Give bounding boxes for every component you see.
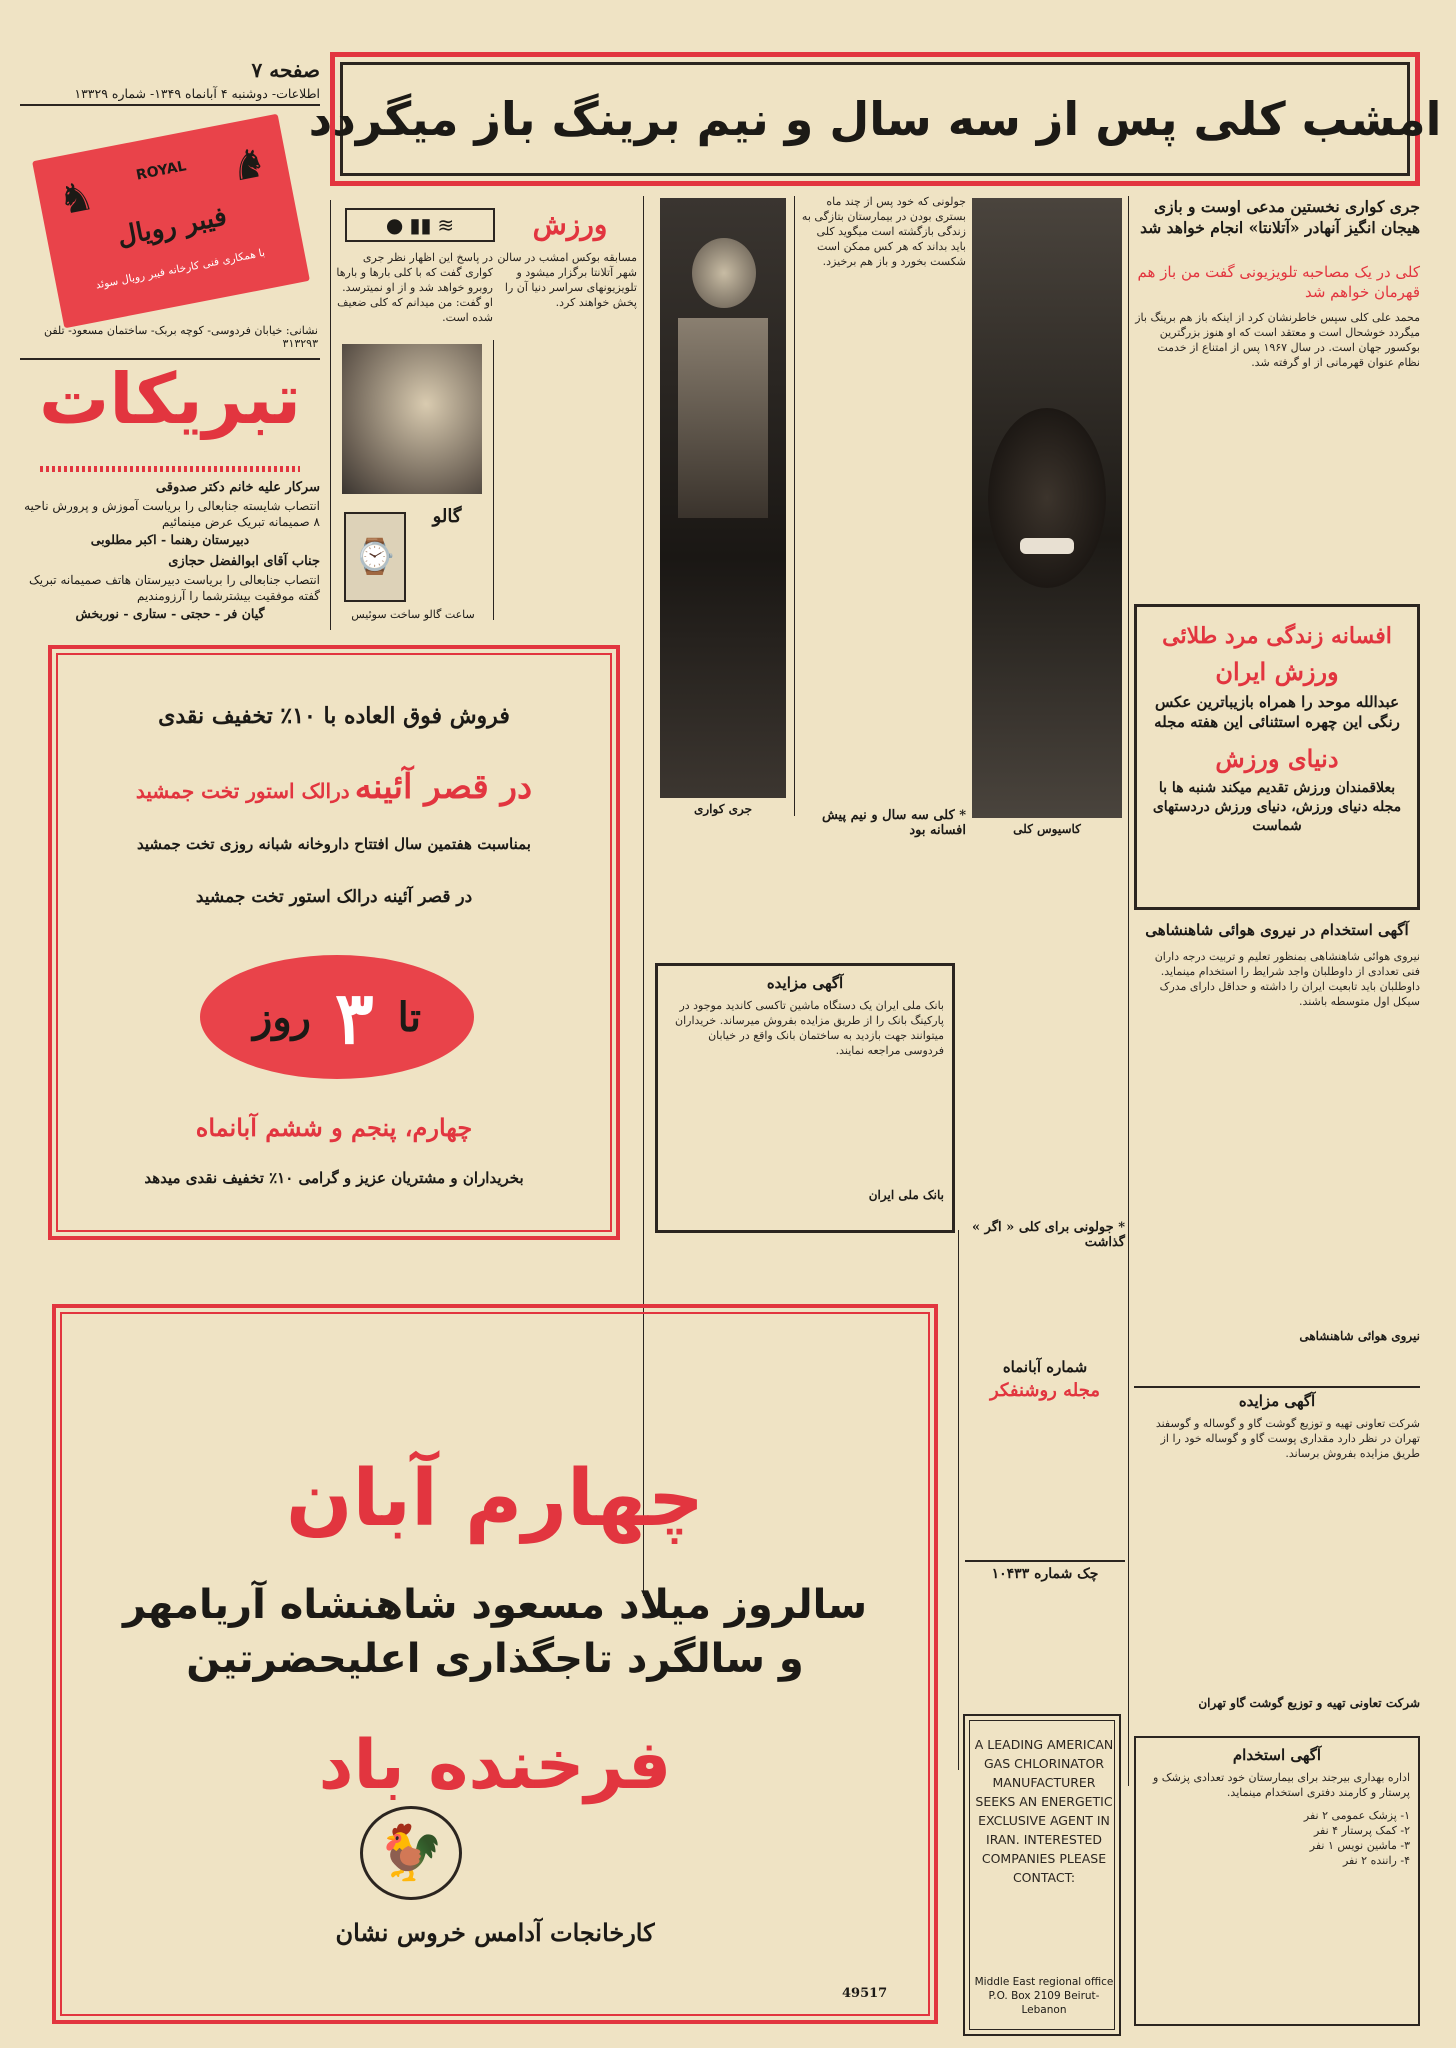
auction-2-title: آگهی مزایده: [1238, 1392, 1316, 1410]
auction-2-sign: شرکت تعاونی تهیه و توزیع گوشت گاو تهران: [1198, 1696, 1420, 1710]
rooster-logo-icon: 🐓: [360, 1806, 462, 1900]
sports-column-2: مسابقه بوکس امشب در سالن شهر آتلانتا برگزار میشود و تلویزیونهای سراسر دنیا آن را پخش خواهند کرد.: [497, 251, 637, 309]
promo-title: افسانه زندگی مرد طلائی: [1162, 623, 1392, 649]
tabrikat-title: تبریکات: [38, 358, 302, 440]
hiring-2-title: آگهی استخدام: [1232, 1746, 1322, 1764]
three-days-badge: [200, 955, 474, 1079]
air-hiring-title: آگهی استخدام در نیروی هوائی شاهنشاهی: [1145, 921, 1409, 939]
headline-box: [308, 52, 1442, 186]
swim-icon: ≋: [437, 213, 455, 237]
sports-column-1: در پاسخ این اظهار نظر جری کواری گفت که با کلی بارها و بارها روبرو خواهد شد و از او نمیترسد. او گفت: من میدانم که کلی ضعیف شده است.: [336, 251, 493, 324]
birthday-ad: [52, 1304, 938, 2024]
magazine-notice-issue: شماره آبانماه: [1002, 1358, 1088, 1376]
list-item: ۱- پزشک عمومی ۲ نفر: [1303, 1809, 1410, 1822]
bullet-1: * کلی سه سال و نیم پیش افسانه بود: [821, 808, 966, 838]
sports-logo: [345, 208, 495, 242]
page-label: صفحه ۷: [251, 58, 320, 82]
promo-body: عبدالله موحد را همراه بازیباترین عکس رنگی این چهره استثنائی این هفته مجله: [1154, 693, 1400, 731]
boxer-body: [678, 318, 768, 518]
auction-1-title: آگهی مزایده: [766, 974, 844, 992]
birthday-company: کارخانجات آدامس خروس نشان: [335, 1918, 655, 1947]
birthday-wish: فرخنده باد: [318, 1726, 672, 1805]
royal-card: [32, 114, 310, 329]
congrats-2-heading: جناب آقای ابوالفضل حجازی: [168, 554, 320, 569]
watch-name: گالو: [432, 506, 462, 527]
air-hiring-sign: نیروی هوائی شاهنشاهی: [1299, 1329, 1420, 1343]
model-photo: [342, 344, 482, 494]
auction-1-body: بانک ملی ایران یک دستگاه ماشین تاکسی کاندید موجود در پارکینگ بانک را از طریق مزایده بفروش میرساند. خریداران میتوانند جهت بازدید به ساختمان بانک واقع در خیابان فردوسی مراجعه نمایند.: [675, 999, 944, 1057]
hiring-2-body: اداره بهداری بیرجند برای بیمارستان خود تعدادی پزشک و پرستار و کارمند دفتری استخدام مینماید.: [1152, 1771, 1410, 1799]
royal-address: نشانی: خیابان فردوسی- کوچه بربک- ساختمان مسعود- تلفن ۳۱۳۲۹۳: [43, 324, 318, 350]
sale-store-tail: درالک استور تخت جمشید: [135, 779, 350, 803]
chlorinator-address: Middle East regional office P.O. Box 2109 Beirut-Lebanon: [974, 1976, 1114, 2016]
sale-num: ۳: [334, 974, 374, 1060]
sale-days: روز: [253, 993, 311, 1041]
auction-2-body: شرکت تعاونی تهیه و توزیع گوشت گاو و گوساله و گوسفند تهران در نظر دارد مقداری پوست گاو و گوساله خود را از طریق مزایده بفروش برساند.: [1155, 1417, 1420, 1460]
track-icon: ▮▮: [409, 213, 432, 237]
auction-1-sign: بانک ملی ایران: [868, 1188, 944, 1202]
headline: امشب کلی پس از سه سال و نیم برینگ باز میگردد: [308, 92, 1442, 146]
promo-magazine-body: بعلاقمندان ورزش تقدیم میکند شنبه ها با مجله دنیای ورزش، دنیای ورزش دردستهای شماست: [1152, 780, 1402, 834]
birthday-code: 49517: [842, 1986, 888, 2001]
bullet-2: * جولونی برای کلی « اگر » گذاشت: [972, 1220, 1125, 1250]
subhead-2: کلی در یک مصاحبه تلویزیونی گفت من باز هم قهرمان خواهم شد: [1137, 263, 1420, 301]
sale-place: در قصر آئینه درالک استور تخت جمشید: [195, 887, 473, 907]
sale-ad: [48, 645, 620, 1240]
issue-line: اطلاعات- دوشنبه ۴ آبانماه ۱۳۴۹- شماره ۱۳۳۲۹: [74, 86, 320, 101]
air-force-hiring: [1134, 920, 1420, 1386]
promo-magazine: دنیای ورزش: [1215, 744, 1339, 773]
list-item: ۴- راننده ۲ نفر: [1342, 1854, 1410, 1867]
sale-until: تا: [397, 993, 421, 1041]
ali-photo: [972, 198, 1122, 818]
sports-column-3: جولونی که خود پس از چند ماه بستری بودن در بیمارستان بتازگی به زندگی بازگشته است میگوید کلی باید بداند که هر کس ممکن است شکست بخورد و باز هم برخیزد.: [801, 195, 966, 268]
royal-caption: با همکاری فنی کارخانه فیبر رویال سوئد: [94, 246, 267, 292]
watch-icon: ⌚: [344, 512, 406, 602]
ali-face: [988, 408, 1106, 588]
chlorinator-ad: [963, 1714, 1121, 2036]
sale-store: در قصر آئینه: [354, 767, 533, 807]
sale-title: فروش فوق العاده با ۱۰٪ تخفیف نقدی: [158, 703, 510, 729]
sale-footer: بخریداران و مشتریان عزیز و گرامی ۱۰٪ تخفیف نقدی میدهد: [144, 1169, 524, 1187]
ali-smile: [1020, 538, 1074, 554]
ball-icon: ●: [385, 213, 404, 237]
sale-occasion: بمناسبت هفتمین سال افتتاح داروخانه شبانه روزی تخت جمشید: [137, 835, 531, 853]
lion-right-icon: ♞: [226, 139, 271, 192]
sports-column-4: محمد علی کلی سپس خاطرنشان کرد از اینکه باز هم برینگ باز میگردد خوشحال است و معتقد است که او هنوز بزرگترین بوکسور جهان است. در سال ۱۹۶۷ پس از امتناع از خدمت نظام عنوان قهرمانی از او گرفته شد.: [1135, 311, 1420, 369]
congratulations-section: [20, 358, 320, 624]
subhead-1: جری کواری نخستین مدعی اوست و بازی هیجان انگیز آنهادر «آتلانتا» انجام خواهد شد: [1140, 197, 1420, 237]
quarry-photo: [660, 198, 786, 798]
galo-watch-ad: [338, 340, 488, 630]
auction-notice-1: [655, 963, 955, 1233]
birthday-date: چهارم آبان: [285, 1454, 705, 1544]
cheque-title: چک شماره ۱۰۴۳۳: [965, 1560, 1125, 1582]
list-item: ۳- ماشین نویس ۱ نفر: [1309, 1839, 1410, 1852]
royal-title: فیبر رویال: [114, 201, 230, 253]
hiring-notice-2: [1134, 1736, 1420, 2026]
boxer-face: [692, 238, 756, 308]
congrats-1-body: انتصاب شایسته جنابعالی را بریاست آموزش و پرورش ناحیه ۸ صمیمانه تبریک عرض مینمائیم: [24, 499, 320, 529]
congrats-2-body: انتصاب جنابعالی را بریاست دبیرستان هاتف صمیمانه تبریک گفته موفقیت بیشترشما را آرزومندیم: [28, 573, 320, 603]
ali-caption: کاسیوس کلی: [1013, 822, 1081, 836]
list-item: ۲- کمک پرستار ۴ نفر: [1313, 1824, 1410, 1837]
chlorinator-text: A LEADING AMERICAN GAS CHLORINATOR MANUFACTURER SEEKS AN ENERGETIC EXCLUSIVE AGENT IN IRAN. INTERESTED COMPANIES PLEASE CONTACT:: [974, 1737, 1114, 1885]
sale-dates: چهارم، پنجم و ششم آبانماه: [195, 1113, 473, 1142]
promo-subtitle: ورزش ایران: [1215, 657, 1339, 686]
sale-store-line: [58, 767, 610, 807]
watch-caption: ساعت گالو ساخت سوئیس: [351, 608, 475, 621]
title-underline: [40, 466, 300, 472]
lion-left-icon: ♞: [53, 172, 98, 225]
air-hiring-body: نیروی هوائی شاهنشاهی بمنظور تعلیم و تربیت درجه داران فنی تعدادی از داوطلبان واجد شرایط را استخدام مینماید. داوطلبان باید تابعیت ایران را داشته و حداقل دارای مدرک سیکل اول متوسطه باشند.: [1154, 950, 1420, 1008]
magazine-promo: [1134, 604, 1420, 910]
royal-brand: ROYAL: [134, 158, 188, 184]
royal-fiber-ad: [24, 128, 318, 350]
quarry-caption: جری کواری: [693, 802, 753, 816]
birthday-line-2: و سالگرد تاجگذاری اعلیحضرتین: [186, 1636, 804, 1682]
auction-notice-2: [1134, 1392, 1420, 1726]
magazine-notice-title: مجله روشنفکر: [989, 1380, 1100, 1401]
birthday-line-1: سالروز میلاد مسعود شاهنشاه آریامهر: [122, 1582, 868, 1628]
congrats-1-sign: دبیرستان رهنما - اکبر مطلوبی: [90, 532, 250, 547]
congrats-1-heading: سرکار علیه خانم دکتر صدوقی: [155, 480, 320, 495]
hiring-2-list: [1144, 1808, 1410, 1868]
sports-section-title: ورزش: [532, 208, 608, 241]
congrats-2-sign: گیان فر - حجتی - ستاری - نوربخش: [75, 606, 265, 621]
